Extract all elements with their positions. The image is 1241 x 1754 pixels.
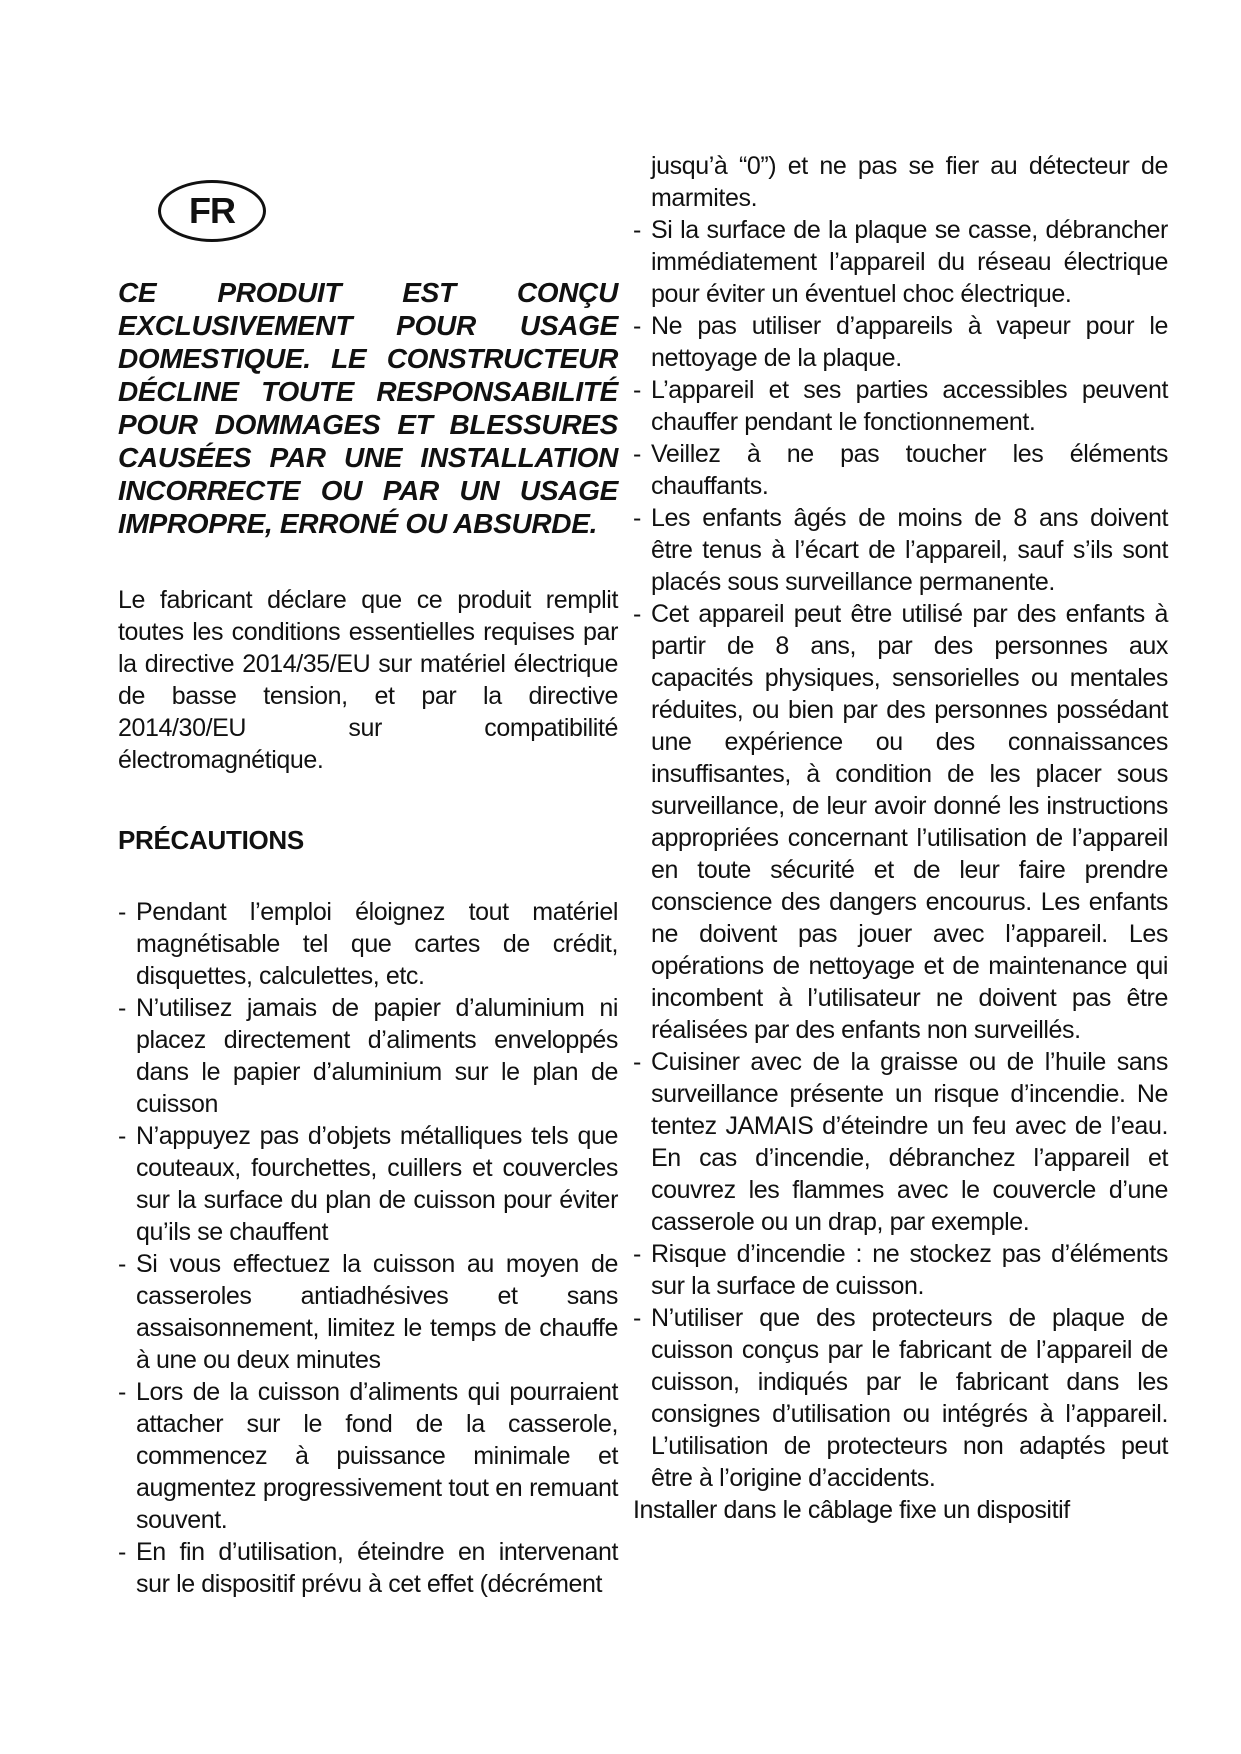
list-item: - N’appuyez pas d’objets métalliques tels que couteaux, fourchettes, cuillers et couvercles sur la surface du plan de cuisson pour éviter qu’ils se chauffent [118,1120,618,1248]
list-item: - N’utiliser que des protecteurs de plaque de cuisson conçus par le fabricant de l’appareil de cuisson, indiqués par le fabricant dans les consignes d’utilisation ou intégrés à l’appareil. L’utilisation de protecteurs non adaptés peut être à l’origine d’accidents. [633,1302,1168,1494]
right-column [633,150,1168,1526]
precautions-list-right [633,214,1168,1494]
list-item: - Pendant l’emploi éloignez tout matériel magnétisable tel que cartes de crédit, disquettes, calculettes, etc. [118,896,618,992]
list-item: - En fin d’utilisation, éteindre en intervenant sur le dispositif prévu à cet effet (décrément [118,1536,618,1600]
precautions-heading: PRÉCAUTIONS [118,825,304,855]
list-item: - Cuisiner avec de la graisse ou de l’huile sans surveillance présente un risque d’incendie. Ne tentez JAMAIS d’éteindre un feu avec de l’eau. En cas d’incendie, débranchez l’appareil et couvrez les flammes avec le couvercle d’une casserole ou un drap, par exemple. [633,1046,1168,1238]
precautions-list-left [118,896,618,1600]
list-item: - Ne pas utiliser d’appareils à vapeur pour le nettoyage de la plaque. [633,310,1168,374]
domestic-use-warning: CE PRODUIT EST CONÇU EXCLUSIVEMENT POUR USAGE DOMESTIQUE. LE CONSTRUCTEUR DÉCLINE TOUTE RESPONSABILITÉ POUR DOMMAGES ET BLESSURES CAUSÉES PAR UNE INSTALLATION INCORRECTE OU PAR UN USAGE IMPROPRE, ERRONÉ OU ABSURDE. [118,277,618,539]
list-item: - Cet appareil peut être utilisé par des enfants à partir de 8 ans, par des personnes aux capacités physiques, sensorielles ou mentales réduites, ou bien par des personnes possédant une expérience ou des connaissances insuffisantes, à condition de les placer sous surveillance, de leur avoir donné les instructions appropriées concernant l’utilisation de l’appareil en toute sécurité et de leur faire prendre conscience des dangers encourus. Les enfants ne doivent pas jouer avec l’appareil. Les opérations de nettoyage et de maintenance qui incombent à l’utilisateur ne doivent pas être réalisées par des enfants non surveillés. [633,598,1168,1046]
conformity-declaration: Le fabricant déclare que ce produit remplit toutes les conditions essentielles requises par la directive 2014/35/EU sur matériel électrique de basse tension, et par la directive 2014/30/EU sur compatibilité électromagnétique. [118,586,618,774]
list-item: - Les enfants âgés de moins de 8 ans doivent être tenus à l’écart de l’appareil, sauf s’ils sont placés sous surveillance permanente. [633,502,1168,598]
list-item: - Risque d’incendie : ne stockez pas d’éléments sur la surface de cuisson. [633,1238,1168,1302]
list-item: - Si vous effectuez la cuisson au moyen de casseroles antiadhésives et sans assaisonnement, limitez le temps de chauffe à une ou deux minutes [118,1248,618,1376]
list-item: - Veillez à ne pas toucher les éléments chauffants. [633,438,1168,502]
left-column [118,276,618,1600]
list-item: - Si la surface de la plaque se casse, débrancher immédiatement l’appareil du réseau électrique pour éviter un éventuel choc électrique. [633,214,1168,310]
continued-item-text: jusqu’à “0”) et ne pas se fier au détecteur de marmites. [651,152,1168,212]
language-badge: FR [158,180,266,242]
list-item: - L’appareil et ses parties accessibles peuvent chauffer pendant le fonctionnement. [633,374,1168,438]
list-item: - Lors de la cuisson d’aliments qui pourraient attacher sur le fond de la casserole, commencez à puissance minimale et augmentez progressivement tout en remuant souvent. [118,1376,618,1536]
list-item: - N’utilisez jamais de papier d’aluminium ni placez directement d’aliments enveloppés dans le papier d’aluminium sur le plan de cuisson [118,992,618,1120]
final-text-line: Installer dans le câblage fixe un dispositif [633,1496,1070,1524]
